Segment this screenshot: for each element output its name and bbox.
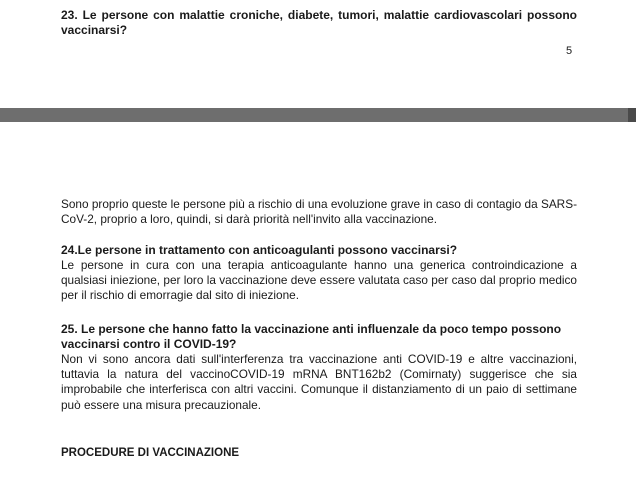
document-page-lower	[0, 122, 636, 477]
section-heading-procedure: PROCEDURE DI VACCINAZIONE	[61, 447, 240, 459]
intro-paragraph: Sono proprio queste le persone più a rischio di una evoluzione grave in caso di contagio da SARS-CoV-2, proprio a loro, quindi, si darà priorità nell'invito alla vaccinazione.	[61, 197, 577, 227]
question-25-heading: 25. Le persone che hanno fatto la vaccinazione anti influenzale da poco tempo possono vaccinarsi contro il COVID-19?	[61, 322, 562, 351]
question-25-block	[61, 322, 577, 413]
question-24-answer: Le persone in cura con una terapia anticoagulante hanno una generica controindicazione a qualsiasi iniezione, per loro la vaccinazione deve essere valutata caso per caso dal proprio medico per il rischio di emorragie dal sito di iniezione.	[61, 258, 577, 303]
question-24-heading: 24.Le persone in trattamento con anticoagulanti possono vaccinarsi?	[61, 243, 458, 257]
page-separator	[0, 108, 636, 122]
question-23-heading: 23. Le persone con malattie croniche, diabete, tumori, malattie cardiovascolari possono vaccinarsi?	[61, 8, 577, 37]
question-24-block	[61, 243, 577, 304]
question-25-answer: Non vi sono ancora dati sull'interferenza tra vaccinazione anti COVID-19 e altre vaccinazioni, tuttavia la natura del vaccinoCOVID-19 mRNA BNT162b2 (Comirnaty) suggerisce che sia improbabile che interferisca con altri vaccini. Comunque il distanziamento di un paio di settimane può essere una misura precauzionale.	[61, 352, 577, 412]
document-page-upper	[0, 0, 636, 108]
page-number: 5	[566, 45, 573, 57]
